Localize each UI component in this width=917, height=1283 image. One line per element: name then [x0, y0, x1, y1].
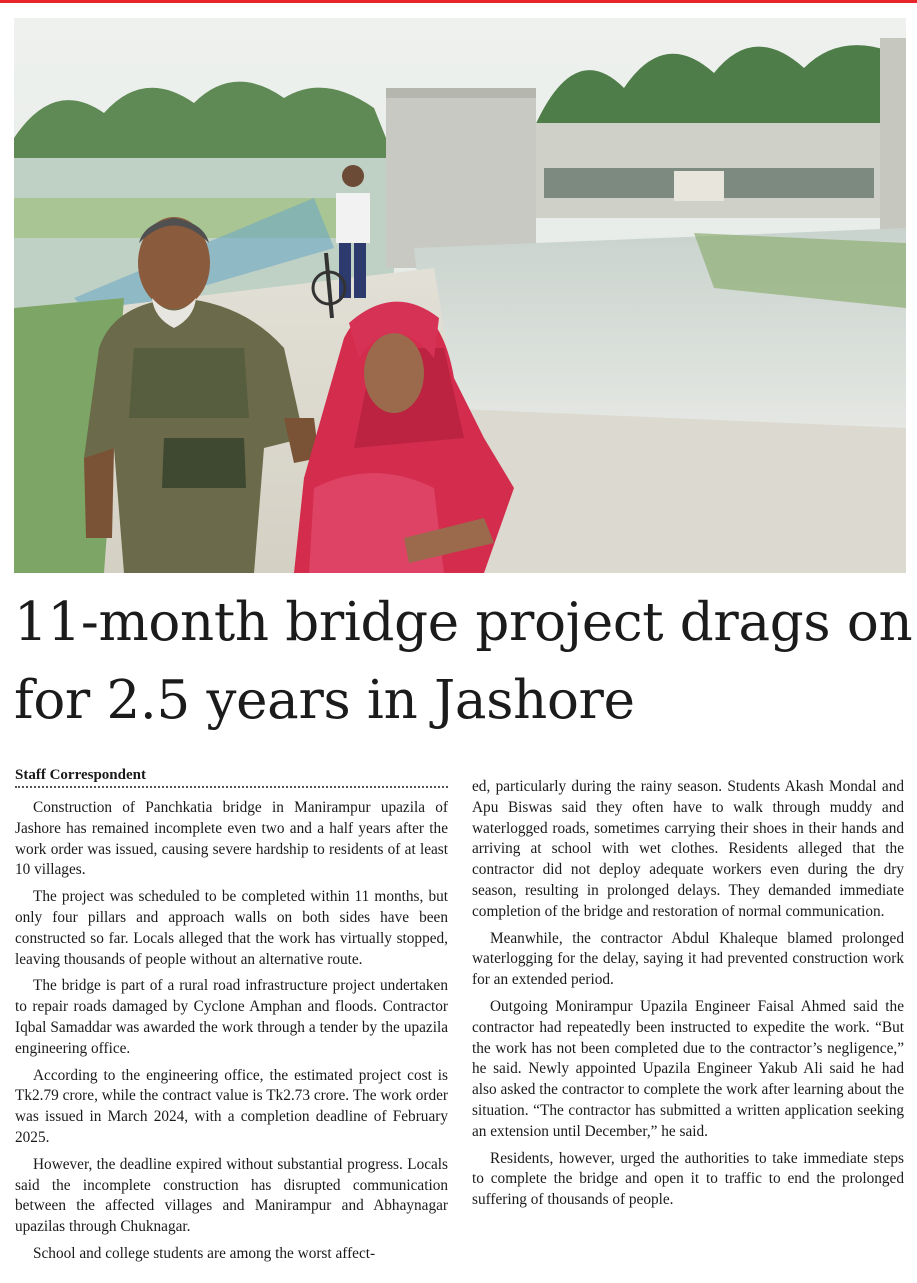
paragraph: Construction of Panchkatia bridge in Manirampur upazila of Jashore has remained incomplete even two and a half years after the work order was issued, causing severe hardship to residents of at least 10 villages. — [15, 799, 448, 879]
paragraph: Residents, however, urged the authorities to take immediate steps to complete the bridge and open it to traffic to end the prolonged suffering of thousands of people. — [472, 1149, 904, 1209]
paragraph: School and college students are among the worst affect- — [33, 1244, 376, 1262]
paragraph: Meanwhile, the contractor Abdul Khaleque blamed prolonged waterlogging for the delay, saying it had prevented construction work for an extended period. — [472, 929, 904, 989]
headline: 11-month bridge project drags on for 2.5 years in Jashore — [14, 592, 913, 731]
paragraph: However, the deadline expired without substantial progress. Locals said the incomplete construction has disrupted communication between the affected villages and Manirampur and Abhaynagar upazilas through Chuknagar. — [15, 1155, 448, 1236]
top-accent-bar — [0, 0, 917, 3]
article-photo — [14, 18, 906, 573]
paragraph: The project was scheduled to be completed within 11 months, but only four pillars and approach walls on both sides have been constructed so far. Locals alleged that the work has virtually stopped, leaving thousands of people without an alternative route. — [15, 888, 448, 968]
byline: Staff Correspondent — [15, 764, 448, 788]
article-column-1 — [15, 798, 448, 1271]
paragraph: Outgoing Monirampur Upazila Engineer Faisal Ahmed said the contractor had repeatedly been instructed to expedite the work. “But the work has not been completed due to the contractor’s negligence,” he said. Newly appointed Upazila Engineer Yakub Ali said he had also asked the contractor to complete the work after learning about the situation. “The contractor has submitted a written application seeking an extension until December,” he said. — [472, 997, 904, 1140]
article-column-2 — [472, 777, 904, 1217]
paragraph: The bridge is part of a rural road infrastructure project undertaken to repair roads damaged by Cyclone Amphan and floods. Contractor Iqbal Samaddar was awarded the work through a tender by the upazila engineering office. — [15, 977, 448, 1057]
paragraph: ed, particularly during the rainy season. Students Akash Mondal and Apu Biswas said they often have to walk through muddy and waterlogged roads, sometimes carrying their shoes in their hands and arriving at school with wet clothes. Residents alleged that the contractor did not deploy adequate workers even during the dry season, resulting in prolonged delays. They demanded immediate completion of the bridge and restoration of normal communication. — [472, 778, 904, 920]
paragraph: According to the engineering office, the estimated project cost is Tk2.79 crore, while the contract value is Tk2.73 crore. The work order was issued in March 2024, with a completion deadline of February 2025. — [15, 1066, 448, 1146]
